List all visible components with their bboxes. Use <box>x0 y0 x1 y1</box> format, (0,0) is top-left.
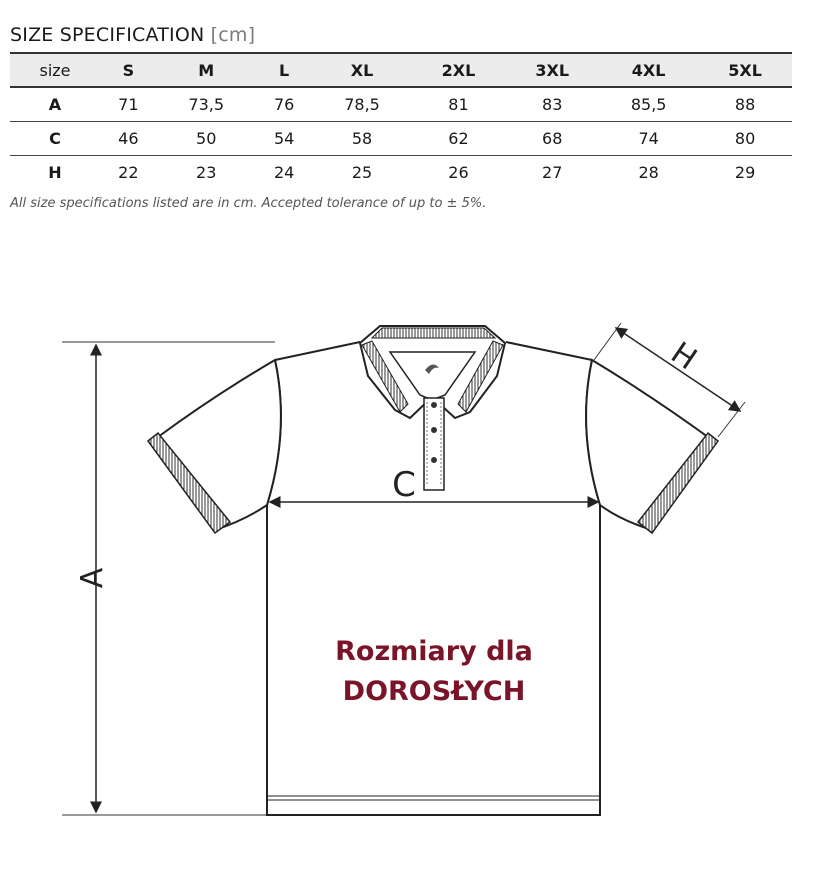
header-size: 5XL <box>698 53 792 87</box>
table-cell: 58 <box>312 122 411 156</box>
left-sleeve <box>148 360 281 533</box>
table-row <box>10 122 792 156</box>
table-cell: 71 <box>100 87 157 122</box>
overlay-line-1: Rozmiary dla <box>335 636 533 667</box>
row-label: C <box>10 122 100 156</box>
table-cell: 81 <box>412 87 506 122</box>
row-label: H <box>48 163 62 182</box>
label-c: C <box>392 465 416 505</box>
table-cell: 46 <box>100 122 157 156</box>
table-cell: 88 <box>698 87 792 122</box>
table-cell: 29 <box>734 163 756 182</box>
size-category-overlay <box>268 632 600 712</box>
table-row <box>10 156 792 190</box>
table-header-row <box>10 53 792 87</box>
header-size: 2XL <box>412 53 506 87</box>
overlay-line-2: DOROSŁYCH <box>342 676 526 707</box>
header-size: XL <box>312 53 411 87</box>
table-cell: 85,5 <box>599 87 698 122</box>
table-cell: 27 <box>542 163 563 182</box>
table-cell: 54 <box>256 122 313 156</box>
header-size: L <box>256 53 313 87</box>
table-cell: 24 <box>273 163 295 182</box>
table-cell: 22 <box>118 163 139 182</box>
label-a: A <box>75 567 110 589</box>
polo-shirt-diagram <box>0 300 827 840</box>
header-size: 4XL <box>599 53 698 87</box>
table-cell: 80 <box>698 122 792 156</box>
table-cell: 23 <box>196 163 217 182</box>
table-cell: 83 <box>505 87 599 122</box>
header-size: 3XL <box>505 53 599 87</box>
button-icon <box>431 427 437 433</box>
table-cell: 78,5 <box>312 87 411 122</box>
table-cell: 28 <box>638 163 659 182</box>
table-cell: 76 <box>256 87 313 122</box>
size-table <box>10 52 792 189</box>
table-cell: 74 <box>599 122 698 156</box>
table-cell: 50 <box>157 122 256 156</box>
button-icon <box>431 402 437 408</box>
table-cell: 25 <box>351 163 373 182</box>
title-unit: [cm] <box>210 24 256 46</box>
table-row <box>10 87 792 122</box>
table-cell: 62 <box>412 122 506 156</box>
placket <box>424 398 444 490</box>
label-h: H <box>664 335 703 378</box>
tolerance-note: All size specifications listed are in cm. Accepted tolerance of up to ± 5%. <box>10 196 487 211</box>
title-main: SIZE SPECIFICATION <box>10 24 205 46</box>
table-cell: 68 <box>505 122 599 156</box>
button-icon <box>431 457 437 463</box>
row-label: A <box>10 87 100 122</box>
table-cell: 73,5 <box>157 87 256 122</box>
header-size: M <box>157 53 256 87</box>
header-size-label: size <box>10 53 100 87</box>
page-title <box>10 24 255 46</box>
right-sleeve <box>586 360 718 533</box>
table-cell: 26 <box>448 163 469 182</box>
header-size: S <box>100 53 157 87</box>
